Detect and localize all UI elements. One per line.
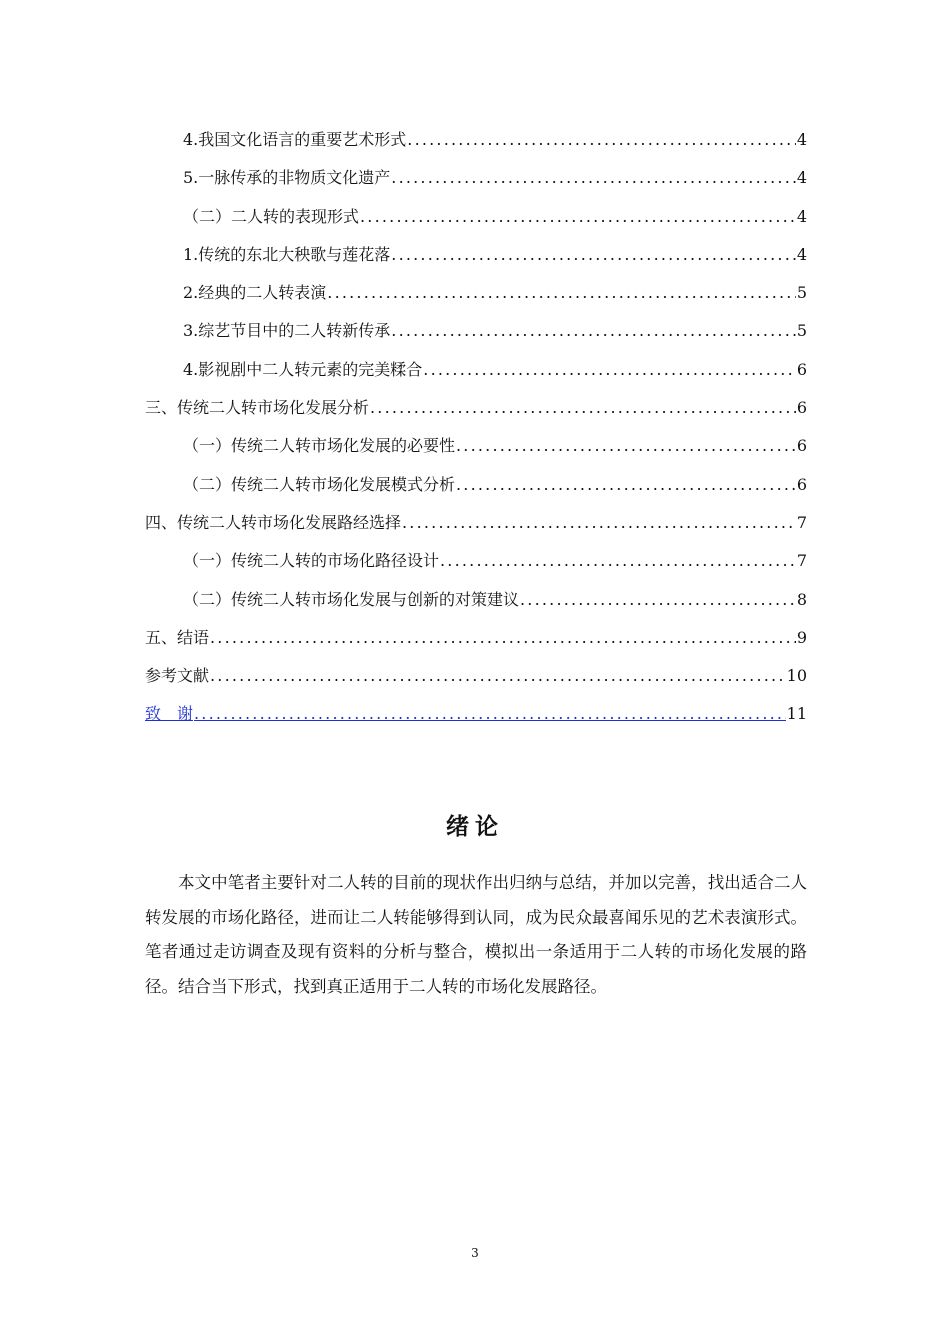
toc-entry-title: 1.传统的东北大秧歌与莲花落 (183, 244, 391, 264)
toc-entry-title: 五、结语 (145, 627, 210, 647)
toc-entry-title: （二）传统二人转市场化发展模式分析 (183, 474, 456, 494)
toc-dot-leader (423, 351, 796, 389)
toc-entry[interactable] (145, 427, 807, 465)
toc-entry-page: 11 (786, 704, 807, 724)
toc-entry-page: 6 (796, 398, 807, 418)
toc-dot-leader (456, 427, 796, 465)
toc-entry-page: 6 (796, 474, 807, 494)
toc-entry-title: 三、传统二人转市场化发展分析 (145, 398, 370, 418)
toc-entry-title: 四、传统二人转市场化发展路经选择 (145, 512, 402, 532)
toc-entry[interactable] (145, 198, 807, 236)
toc-entry-page: 7 (796, 551, 807, 571)
page-number: 3 (471, 1246, 479, 1260)
toc-entry-title: （一）传统二人转市场化发展的必要性 (183, 436, 456, 456)
toc-dot-leader (360, 198, 796, 236)
toc-dot-leader (370, 389, 796, 427)
toc-entry[interactable] (145, 504, 807, 542)
toc-dot-leader (327, 274, 796, 312)
toc-entry[interactable] (145, 389, 807, 427)
toc-entry[interactable] (145, 351, 807, 389)
toc-dot-leader (391, 236, 796, 274)
toc-entry-title: 致 谢 (145, 704, 194, 724)
toc-entry-page: 5 (796, 283, 807, 303)
toc-dot-leader (391, 312, 796, 350)
toc-entry-page: 7 (796, 512, 807, 532)
toc-entry-title: 2.经典的二人转表演 (183, 283, 327, 303)
toc-entry[interactable] (145, 466, 807, 504)
toc-dot-leader (402, 504, 796, 542)
toc-entry-page: 4 (796, 130, 807, 149)
toc-entry-page: 5 (796, 321, 807, 341)
toc-entry[interactable] (145, 619, 807, 657)
toc-entry-page: 8 (796, 589, 807, 609)
toc-entry-title: 5.一脉传承的非物质文化遗产 (183, 168, 391, 188)
toc-entry-title: （二）二人转的表现形式 (183, 206, 360, 226)
toc-entry[interactable] (145, 159, 807, 197)
toc-entry-page: 4 (796, 168, 807, 188)
toc-dot-leader (440, 542, 796, 580)
body-paragraph: 本文中笔者主要针对二人转的目前的现状作出归纳与总结，并加以完善，找出适合二人转发展的市场化路径，进而让二人转能够得到认同，成为民众最喜闻乐见的艺术表演形式。笔者通过走访调查及现有资料的分析与整合，模拟出一条适用于二人转的市场化发展的路径。结合当下形式，找到真正适用于二人转的市场化发展路径。 (145, 873, 807, 996)
toc-entry-title: 3.综艺节目中的二人转新传承 (183, 321, 391, 341)
toc-dot-leader (456, 466, 796, 504)
toc-dot-leader (210, 657, 786, 695)
toc-entry[interactable] (145, 236, 807, 274)
toc-entry-title: 参考文献 (145, 666, 210, 686)
toc-entry-page: 4 (796, 244, 807, 264)
toc-entry[interactable] (145, 657, 807, 695)
toc-entry-page: 4 (796, 206, 807, 226)
toc-entry[interactable] (145, 695, 807, 733)
toc-entry[interactable] (145, 312, 807, 350)
toc-entry-page: 6 (796, 436, 807, 456)
toc-dot-leader (520, 581, 796, 619)
section-heading: 绪论 (446, 814, 504, 840)
toc-entry-title: 4.影视剧中二人转元素的完美糅合 (183, 359, 423, 379)
toc-dot-leader (194, 695, 786, 733)
toc-entry-page: 10 (786, 666, 807, 686)
toc-entry[interactable] (145, 274, 807, 312)
toc-entry[interactable] (145, 121, 807, 159)
toc-dot-leader (391, 159, 796, 197)
toc-entry-page: 6 (796, 359, 807, 379)
toc-entry-title: （一）传统二人转的市场化路径设计 (183, 551, 440, 571)
toc-dot-leader (407, 121, 796, 159)
table-of-contents (145, 121, 807, 734)
toc-entry[interactable] (145, 581, 807, 619)
toc-entry-page: 9 (796, 627, 807, 647)
toc-entry-title: 4.我国文化语言的重要艺术形式 (183, 130, 407, 149)
toc-dot-leader (210, 619, 796, 657)
toc-entry-title: （二）传统二人转市场化发展与创新的对策建议 (183, 589, 520, 609)
toc-entry[interactable] (145, 542, 807, 580)
